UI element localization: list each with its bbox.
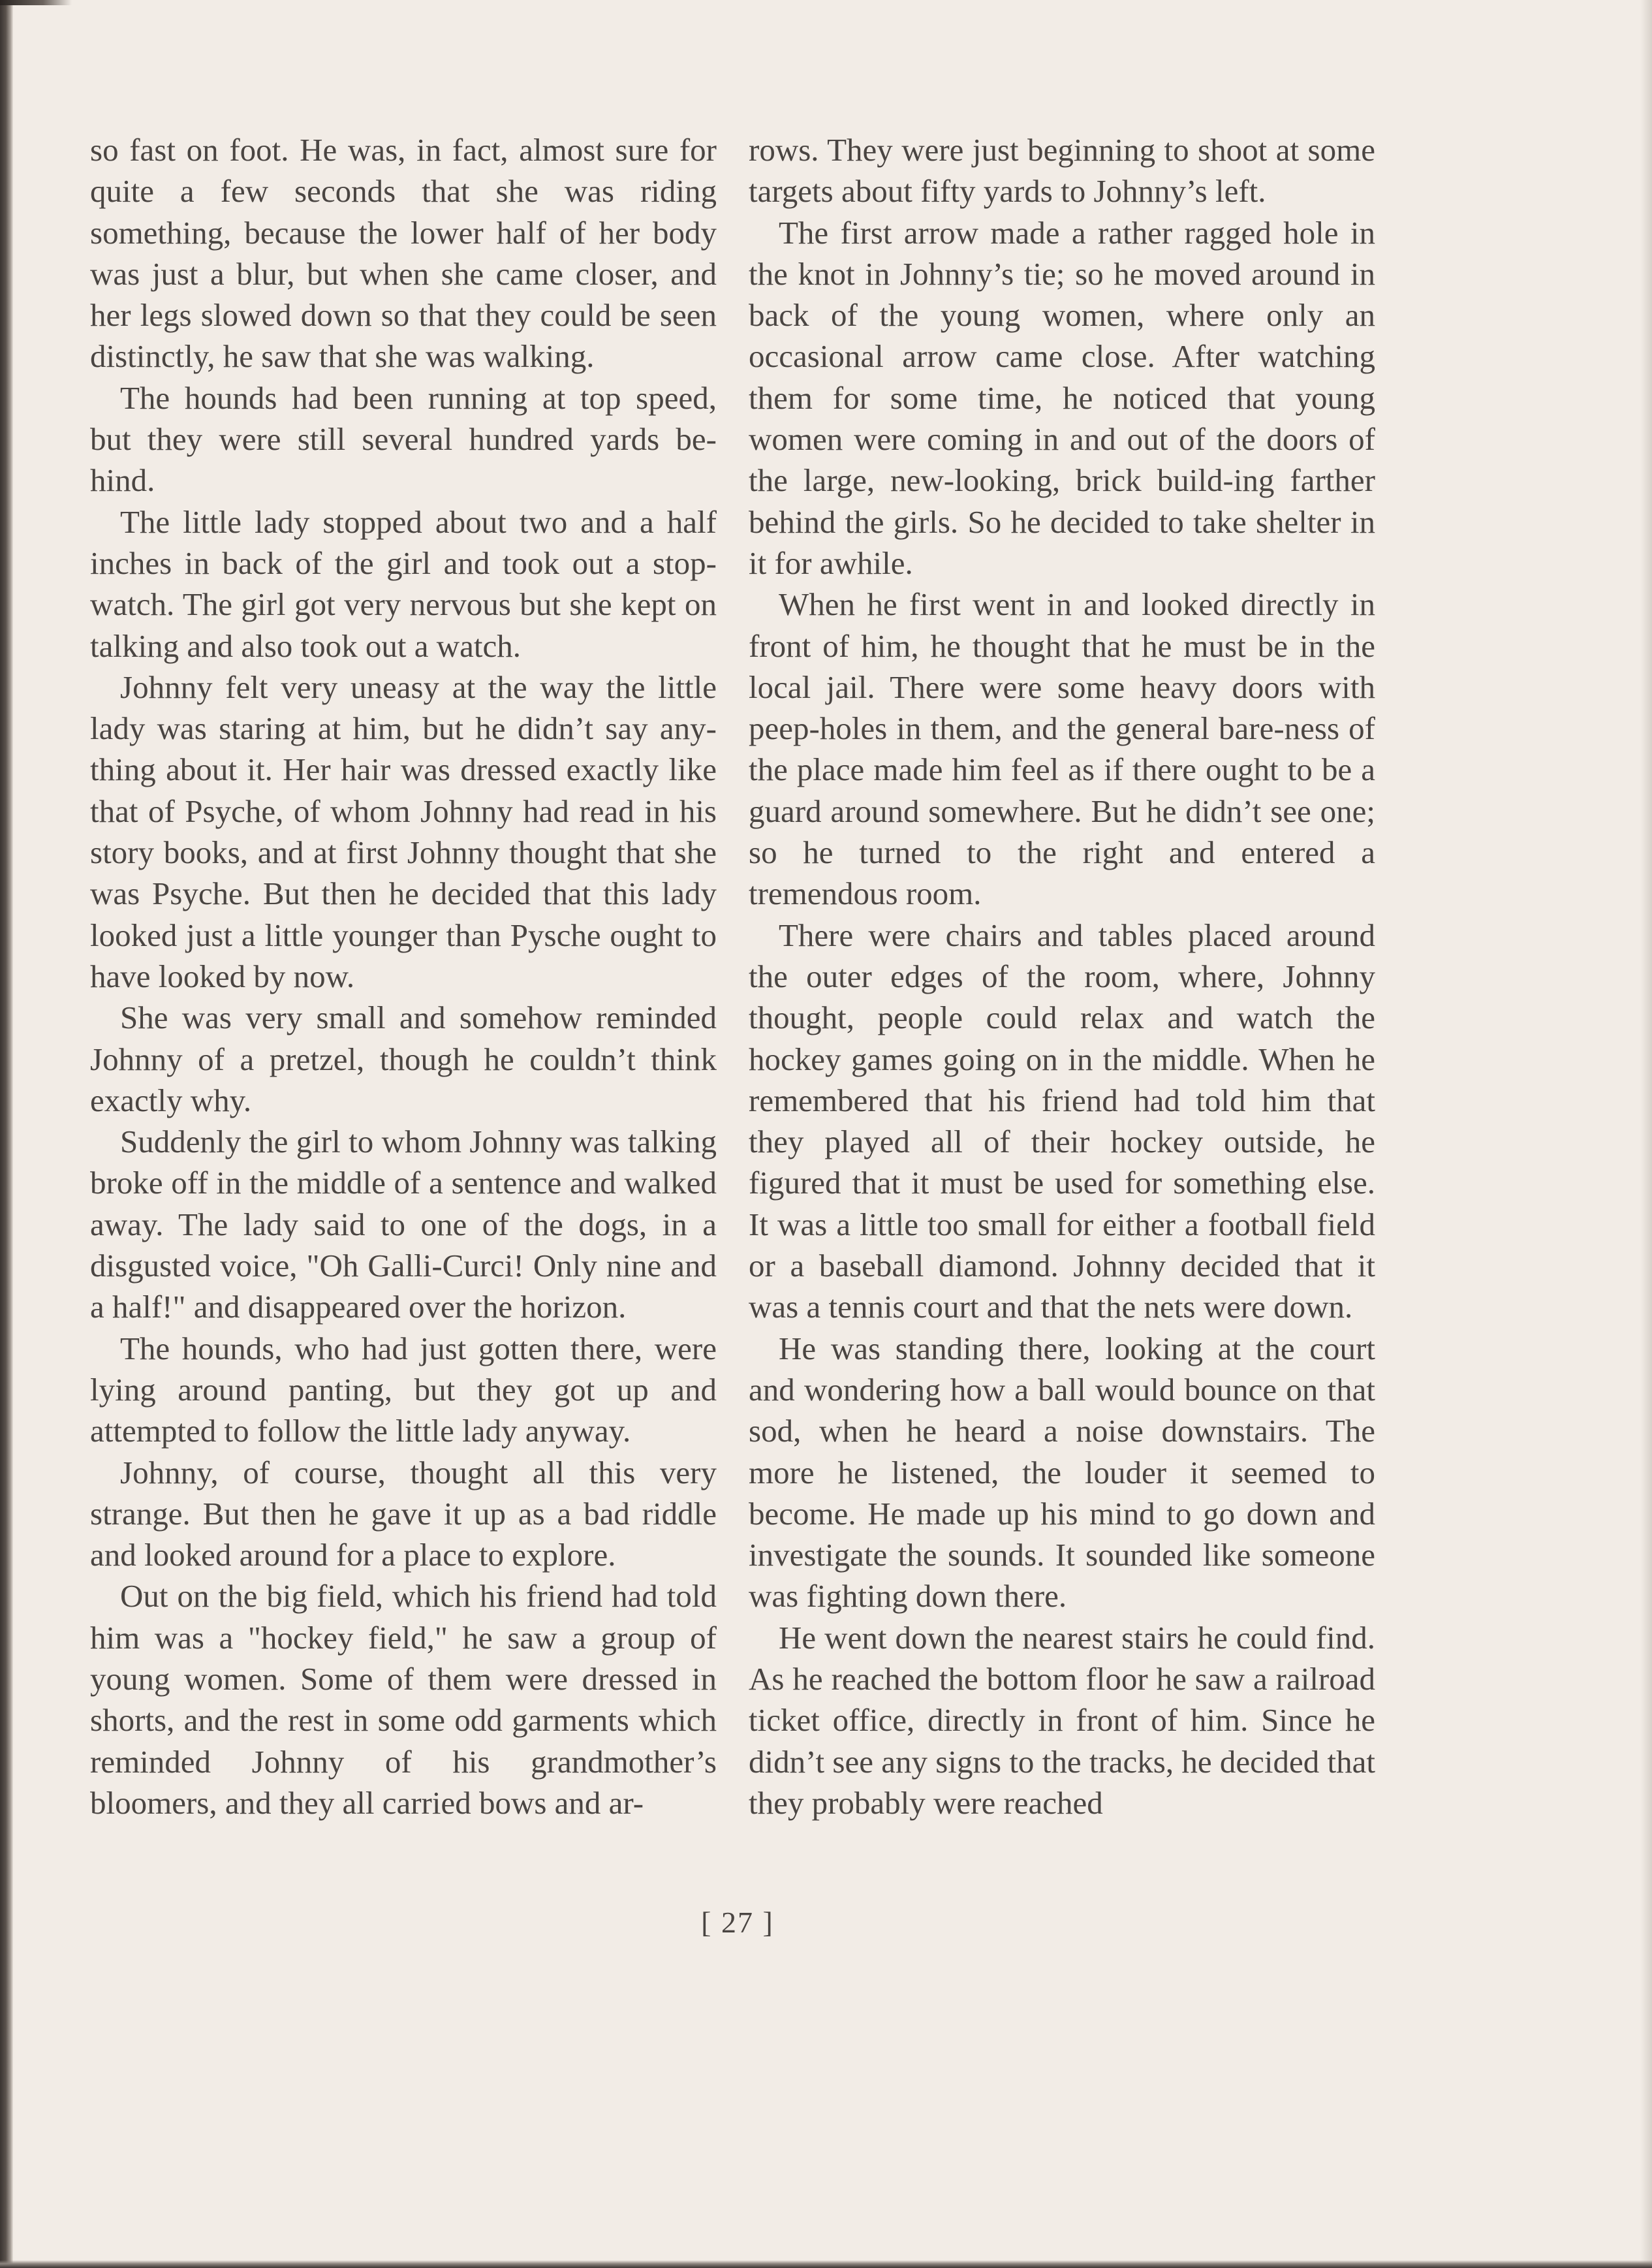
paragraph: When he first went in and looked directly in front of him, he thought that he must be in the local jail. There were some heavy doors with peep-holes in them, and the general bare-ness of the place made him feel as if there ought to be a guard around somewhere. But he didn’t see one; so he turned to the right and entered a tremendous room. — [749, 586, 1375, 912]
paragraph: The hounds had been running at top speed, but they were still several hundred yards be-hind. — [90, 379, 717, 499]
right-text-column — [749, 129, 1375, 1823]
bottom-edge-shadow — [0, 2260, 1652, 2268]
left-text-column — [90, 129, 717, 1823]
paragraph: The first arrow made a rather ragged hole in the knot in Johnny’s tie; so he moved around in back of the young women, where only an occasional arrow came close. After watching them for some time, he noticed that young women were coming in and out of the doors of the large, new-looking, brick build-ing farther behind the girls. So he decided to take shelter in it for awhile. — [749, 214, 1375, 581]
paragraph: Suddenly the girl to whom Johnny was talking broke off in the middle of a sentence and walked away. The lady said to one of the dogs, in a disgusted voice, "Oh Galli-Curci! Only nine and a half!" and disappeared over the horizon. — [90, 1124, 717, 1325]
paragraph: Johnny, of course, thought all this very strange. But then he gave it up as a bad riddle and looked around for a place to explore. — [90, 1454, 717, 1573]
paragraph: The hounds, who had just gotten there, were lying around panting, but they got up and attempted to follow the little lady anyway. — [90, 1330, 717, 1449]
page-number: [ 27 ] — [701, 1906, 774, 1939]
top-edge-shadow — [0, 0, 72, 5]
paragraph: He went down the nearest stairs he could find. As he reached the bottom floor he saw a railroad ticket office, directly in front of him. Since he didn’t see any signs to the tracks, he decided that they probably were reached — [749, 1619, 1375, 1821]
paragraph: Johnny felt very uneasy at the way the little lady was staring at him, but he didn’t say any-thing about it. Her hair was dressed exactly like that of Psyche, of whom Johnny had read in his story books, and at first Johnny thought that she was Psyche. But then he decided that this lady looked just a little younger than Pysche ought to have looked by now. — [90, 669, 717, 994]
paragraph: rows. They were just beginning to shoot at some targets about fifty yards to Johnny’s left. — [749, 132, 1375, 210]
paragraph: She was very small and somehow reminded Johnny of a pretzel, though he couldn’t think exactly why. — [90, 1000, 717, 1118]
paragraph: He was standing there, looking at the court and wondering how a ball would bounce on that sod, when he heard a noise downstairs. The more he listened, the louder it seemed to become. He made up his mind to go down and investigate the sounds. It sounded like someone was fighting down there. — [749, 1330, 1375, 1614]
paragraph: so fast on foot. He was, in fact, almost sure for quite a few seconds that she was riding something, because the lower half of her body was just a blur, but when she came closer, and her legs slowed down so that they could be seen distinctly, he saw that she was walking. — [90, 132, 717, 375]
binding-edge — [0, 0, 13, 2268]
paragraph: The little lady stopped about two and a half inches in back of the girl and took out a stop-watch. The girl got very nervous but she kept on talking and also took out a watch. — [90, 503, 717, 664]
right-edge-shadow — [1640, 0, 1652, 2268]
paragraph: There were chairs and tables placed around the outer edges of the room, where, Johnny thought, people could relax and watch the hockey games going on in the middle. When he remembered that his friend had told him that they played all of their hockey outside, he figured that it must be used for something else. It was a little too small for either a football field or a baseball diamond. Johnny decided that it was a tennis court and that the nets were down. — [749, 917, 1375, 1325]
paragraph: Out on the big field, which his friend had told him was a "hockey field," he saw a group of young women. Some of them were dressed in shorts, and the rest in some odd garments which reminded Johnny of his grandmother’s bloomers, and they all carried bows and ar- — [90, 1578, 717, 1821]
